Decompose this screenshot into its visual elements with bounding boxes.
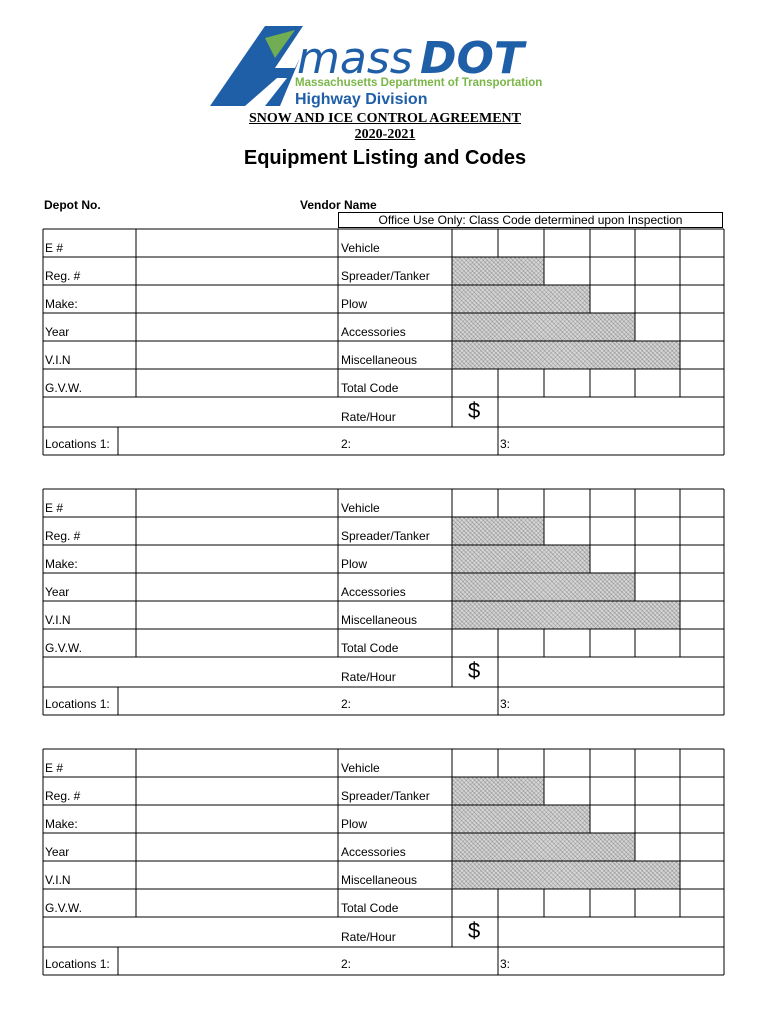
gvw-label: G.V.W. — [45, 901, 82, 915]
reg-number-label: Reg. # — [45, 269, 81, 283]
vin-label: V.I.N — [45, 873, 71, 887]
location-1-label: Locations 1: — [45, 957, 110, 971]
vendor-label: Vendor Name — [300, 198, 377, 212]
location-2-label: 2: — [341, 437, 352, 451]
year-label: Year — [45, 585, 70, 599]
location-1-label: Locations 1: — [45, 697, 110, 711]
make-label: Make: — [45, 297, 78, 311]
spreader-tanker-label: Spreader/Tanker — [341, 269, 430, 283]
make-label: Make: — [45, 817, 78, 831]
office-use-note: Office Use Only: Class Code determined upon Inspection — [338, 212, 723, 228]
logo-dot: DOT — [420, 33, 524, 84]
accessories-label: Accessories — [341, 325, 406, 339]
dollar-sign: $ — [468, 658, 481, 683]
e-number-label: E # — [45, 501, 64, 515]
dollar-sign: $ — [468, 398, 481, 423]
reg-number-label: Reg. # — [45, 789, 81, 803]
location-3-label: 3: — [500, 957, 511, 971]
agreement-heading: SNOW AND ICE CONTROL AGREEMENT — [248, 111, 521, 126]
rate-hour-label: Rate/Hour — [341, 670, 396, 684]
dollar-sign: $ — [468, 918, 481, 943]
accessories-label: Accessories — [341, 585, 406, 599]
year-label: Year — [45, 325, 70, 339]
total-code-label: Total Code — [341, 641, 399, 655]
total-code-label: Total Code — [341, 901, 399, 915]
vehicle-label: Vehicle — [341, 761, 380, 775]
miscellaneous-label: Miscellaneous — [341, 613, 418, 627]
accessories-label: Accessories — [341, 845, 406, 859]
logo-mass: mass — [297, 33, 413, 84]
logo-department: Massachusetts Department of Transportation — [295, 77, 543, 89]
logo-division: Highway Division — [295, 91, 428, 108]
miscellaneous-label: Miscellaneous — [341, 873, 418, 887]
plow-label: Plow — [341, 817, 368, 831]
location-3-label: 3: — [500, 697, 511, 711]
gvw-label: G.V.W. — [45, 381, 82, 395]
rate-hour-label: Rate/Hour — [341, 410, 396, 424]
spreader-tanker-label: Spreader/Tanker — [341, 529, 430, 543]
plow-label: Plow — [341, 557, 368, 571]
depot-label: Depot No. — [44, 198, 101, 212]
location-3-label: 3: — [500, 437, 511, 451]
gvw-label: G.V.W. — [45, 641, 82, 655]
vin-label: V.I.N — [45, 353, 71, 367]
plow-label: Plow — [341, 297, 368, 311]
page-title: Equipment Listing and Codes — [243, 147, 527, 169]
vehicle-label: Vehicle — [341, 501, 380, 515]
years-heading: 2020-2021 — [354, 127, 416, 142]
reg-number-label: Reg. # — [45, 529, 81, 543]
year-label: Year — [45, 845, 70, 859]
location-2-label: 2: — [341, 697, 352, 711]
location-1-label: Locations 1: — [45, 437, 110, 451]
rate-hour-label: Rate/Hour — [341, 930, 396, 944]
vehicle-label: Vehicle — [341, 241, 380, 255]
e-number-label: E # — [45, 761, 64, 775]
e-number-label: E # — [45, 241, 64, 255]
total-code-label: Total Code — [341, 381, 399, 395]
spreader-tanker-label: Spreader/Tanker — [341, 789, 430, 803]
location-2-label: 2: — [341, 957, 352, 971]
make-label: Make: — [45, 557, 78, 571]
vin-label: V.I.N — [45, 613, 71, 627]
miscellaneous-label: Miscellaneous — [341, 353, 418, 367]
